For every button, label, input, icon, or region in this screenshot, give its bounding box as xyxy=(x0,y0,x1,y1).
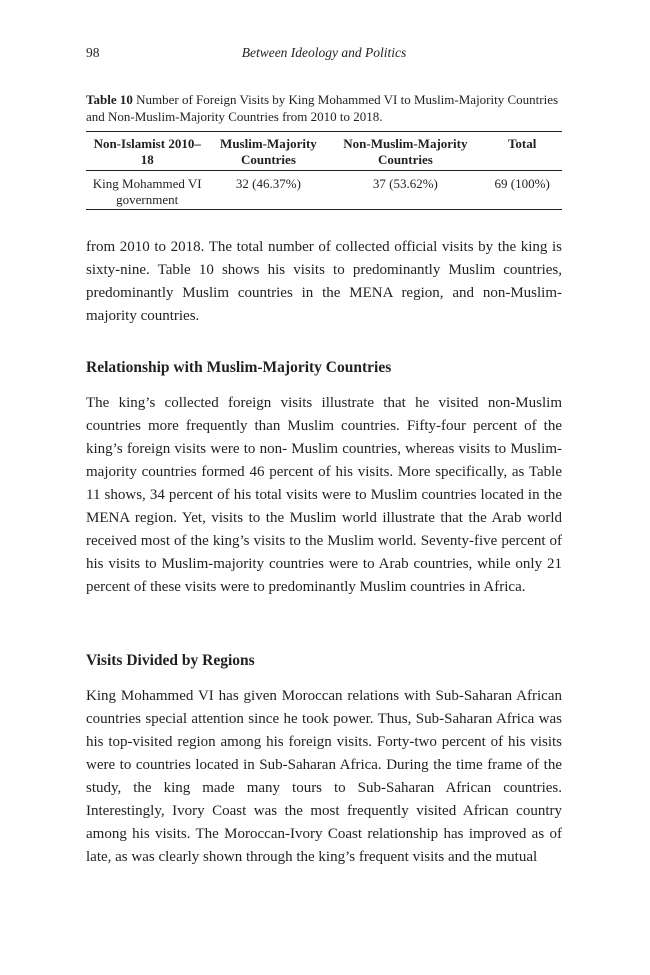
table-cell: King Mohammed VI government xyxy=(92,176,202,207)
table-caption xyxy=(86,91,562,125)
table-cell: 32 (46.37%) xyxy=(235,176,301,191)
table-cell: 37 (53.62%) xyxy=(372,176,438,191)
page-number: 98 xyxy=(86,45,100,60)
visits-table xyxy=(86,131,562,210)
table-caption-label: Table 10 xyxy=(86,92,133,107)
section-heading-regions: Visits Divided by Regions xyxy=(86,652,255,669)
table-cell: 69 (100%) xyxy=(494,176,550,191)
table-caption-text: Number of Foreign Visits by King Mohammed VI to Muslim-Majority Countries and Non-Muslim-Majority Countries from 2010 to 2018. xyxy=(86,92,559,124)
section1-paragraph: The king’s collected foreign visits illustrate that he visited non-Muslim countries more frequently than Muslim countries. Fifty-four percent of the king’s foreign visits were to non- Muslim countries, whereas visits to Muslim-majority countries formed 46 percent of his visits. More specifically, as Table 11 shows, 34 percent of his total visits were to Muslim countries located in the MENA region. Yet, visits to the Muslim world illustrate that the Arab world received most of the king’s visits to the Muslim world. Seventy-five percent of his visits to Muslim-majority countries were to Arab countries, while only 21 percent of these visits were to predominantly Muslim countries in Africa. xyxy=(86,395,562,595)
table-header-cell: Total xyxy=(507,136,537,151)
running-title: Between Ideology and Politics xyxy=(241,45,407,60)
running-head xyxy=(86,45,562,65)
table-header-cell: Muslim-Majority Countries xyxy=(220,136,317,167)
intro-paragraph: from 2010 to 2018. The total number of collected official visits by the king is sixty-nine. Table 10 shows his visits to predominantly Muslim countries, predominantly Muslim countries in the MENA region, and non-Muslim-majority countries. xyxy=(86,239,562,324)
table-header-cell: Non-Islamist 2010–18 xyxy=(93,136,201,167)
table-header-row xyxy=(86,132,562,171)
section2-paragraph: King Mohammed VI has given Moroccan relations with Sub-Saharan African countries special attention since he took power. Thus, Sub-Saharan Africa was his top-visited region among his foreign visits. Forty-two percent of his visits were to countries located in Sub-Saharan Africa. During the time frame of the study, the king made many tours to Sub-Saharan African countries. Interestingly, Ivory Coast was the most frequently visited African country among his visits. The Moroccan-Ivory Coast relationship has improved as of late, as was clearly shown through the king’s frequent visits and the mutual xyxy=(86,688,562,865)
table-header-cell: Non-Muslim-Majority Countries xyxy=(343,136,468,167)
table-row xyxy=(86,171,562,210)
table-block xyxy=(86,91,562,210)
section-heading-muslim-majority: Relationship with Muslim-Majority Countries xyxy=(86,359,392,376)
